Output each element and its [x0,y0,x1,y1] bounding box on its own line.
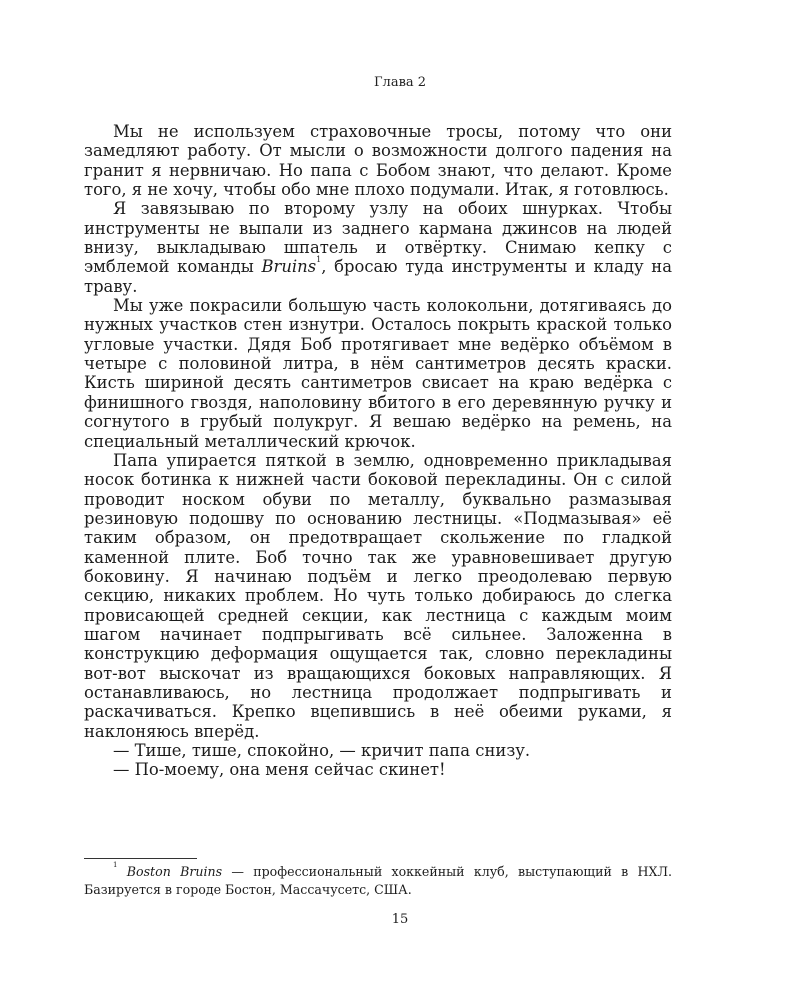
footnote-mark: 1 [113,861,118,869]
main-text [84,122,672,780]
footnote-term: Boston Bruins [126,864,223,879]
paragraph-3: Мы уже покрасили большую часть колокольни, дотягиваясь до нужных участков стен изнутри. Осталось покрыть краской только угловые участки. Дядя Боб протягивает мне ведёрко объёмом в четыре с половиной литра, в нём сантиметров десять краски. Кисть шириной десять сантиметров свисает на краю ведёрка с финишного гвоздя, наполовину вбитого в его деревянную ручку и согнутого в грубый полукруг. Я вешаю ведёрко на ремень, на специальный металлический крючок. [84,296,672,451]
running-header: Глава 2 [373,75,427,90]
footnote-text: — профессиональный хоккейный клуб, выступающий в НХЛ. Базируется в городе Бостон, Массачусетс, США. [84,864,672,897]
bruins-term: Bruins [261,257,317,277]
dialog-line-1: — Тише, тише, спокойно, — кричит папа снизу. [113,741,531,760]
dialog-line-2: — По-моему, она меня сейчас скинет! [113,760,446,780]
paragraph-4: Папа упирается пяткой в землю, одновременно прикладывая носок ботинка к нижней части боковой перекладины. Он с силой проводит носком обуви по металлу, буквально размазывая резиновую подошву по основанию лестницы. «Подмазывая» её таким образом, он предотвращает скольжение по гладкой каменной плите. Боб точно так же уравновешивает другую боковину. Я начинаю подъём и легко преодолеваю первую секцию, никаких проблем. Но чуть только добираюсь до слегка провисающей средней секции, как лестница с каждым моим шагом начинает подпрыгивать всё сильнее. Заложенна в конструкцию деформация ощущается так, словно перекладины вот-вот выскочат из вращающихся боковых направляющих. Я останавливаюсь, но лестница продолжает подпрыгивать и раскачиваться. Крепко вцепившись в неё обеими руками, я наклоняюсь вперёд. [84,450,672,741]
footnote [84,863,672,899]
footnote-divider [84,858,197,859]
paragraph-2-start: Я завязываю по второму узлу на обоих шнурках. Чтобы инструменты не выпали из заднего кармана джинсов на людей внизу, выкладываю шпатель и отвёртку. Снимаю кепку с эмблемой команды [84,199,672,277]
page-number: 15 [391,912,409,927]
paragraph-2 [84,199,672,296]
paragraph-2-end: , бросаю туда инструменты и кладу на траву. [84,257,672,296]
paragraph-1: Мы не используем страховочные тросы, потому что они замедляют работу. От мысли о возможности долгого падения на гранит я нервничаю. Но папа с Бобом знают, что делают. Кроме того, я не хочу, чтобы обо мне плохо подумали. Итак, я готовлюсь. [84,122,672,200]
footnote-reference[interactable]: 1 [316,255,322,265]
